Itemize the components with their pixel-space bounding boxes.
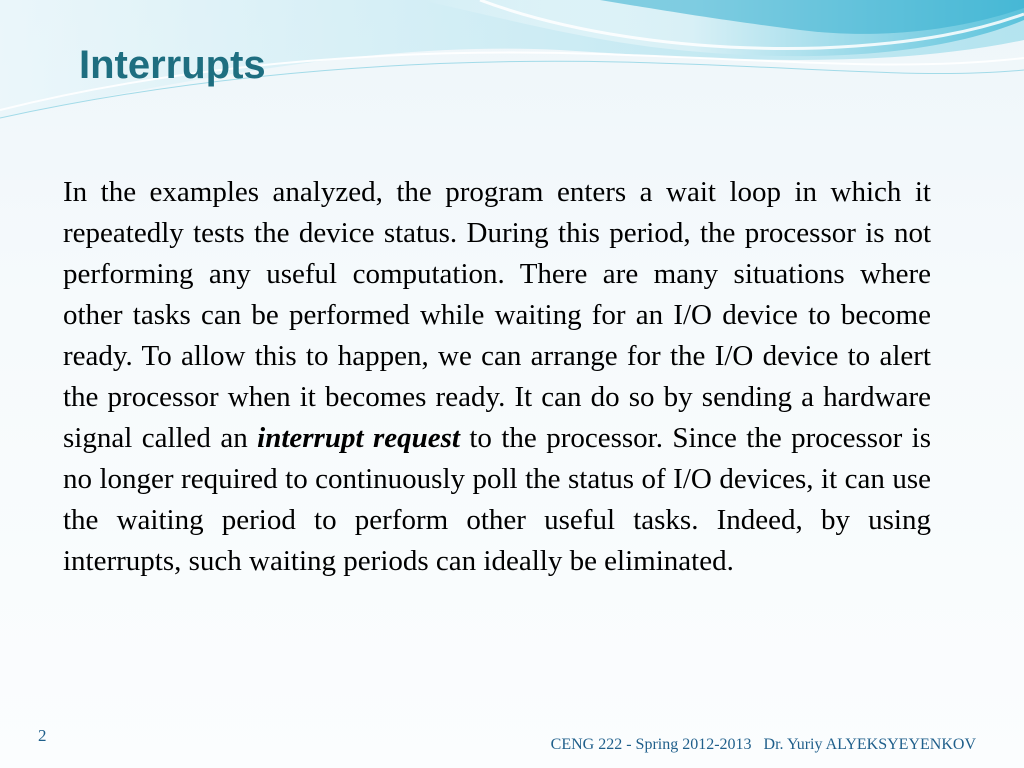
page-number: 2 (38, 726, 47, 745)
footer-text: CENG 222 - Spring 2012-2013 Dr. Yuriy ALYEKSYEYENKOV (550, 736, 976, 753)
body-emphasis-term: interrupt request (257, 422, 460, 454)
body-text-part-1: In the examples analyzed, the program enters a wait loop in which it repeatedly tests the device status. During this period, the processor is not performing any useful computation. There are many situations where other tasks can be performed while waiting for an I/O device to become ready. To allow this to happen, we can arrange for the I/O device to alert the processor when it becomes ready. It can do so by sending a hardware signal called an (63, 176, 931, 454)
body-text-part-2: to the processor. Since the processor is no longer required to continuously poll the status of I/O devices, it can use the waiting period to perform other useful tasks. Indeed, by using interrupts, such waiting periods can ideally be eliminated. (63, 422, 932, 577)
slide-title: Interrupts (79, 43, 266, 87)
body-paragraph (63, 172, 931, 582)
